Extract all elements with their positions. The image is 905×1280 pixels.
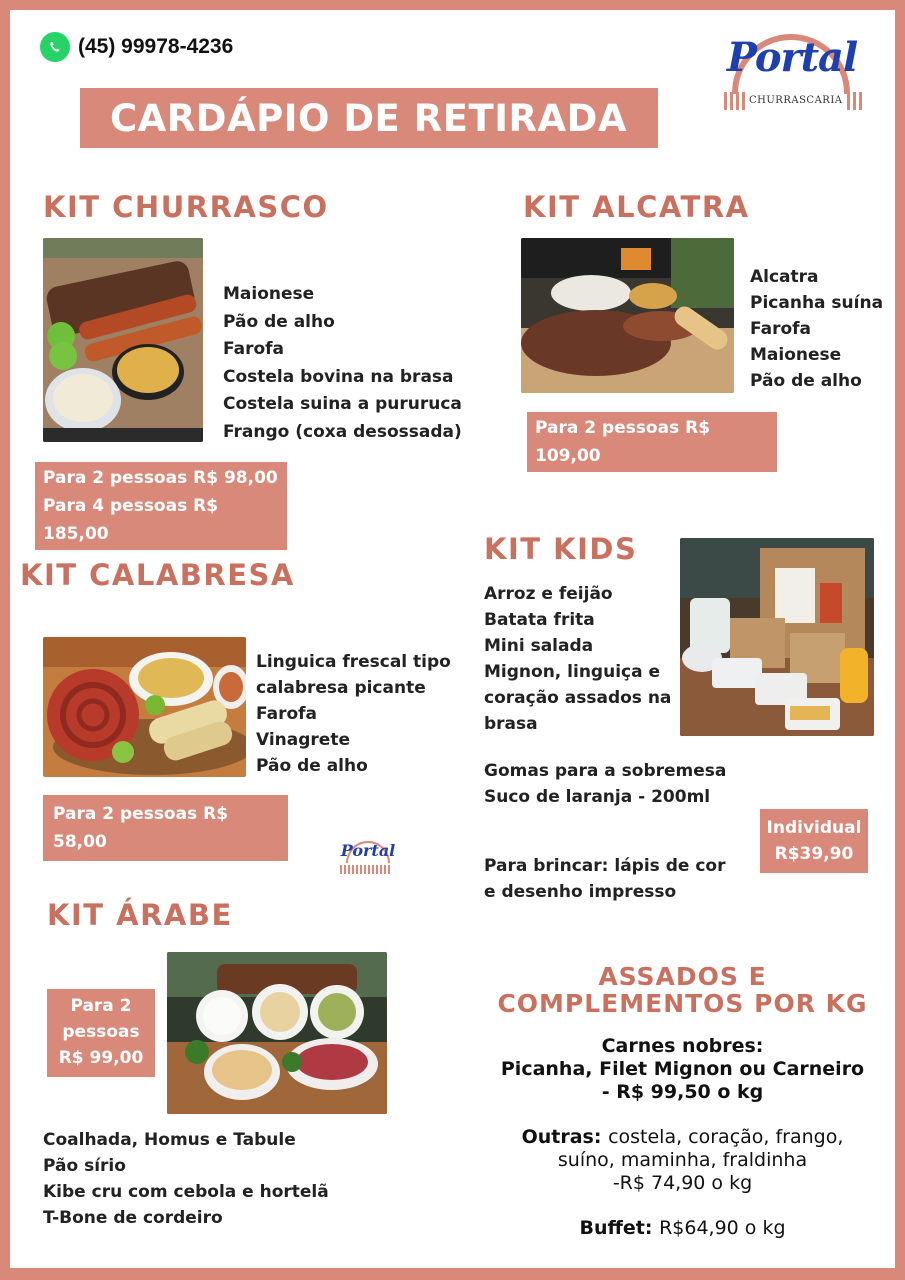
kit-alcatra-photo: [521, 238, 734, 393]
small-logo-name: Portal: [340, 841, 396, 860]
list-item: Maionese: [750, 345, 842, 365]
list-item: Mini salada: [484, 636, 594, 656]
list-item: Picanha suína: [750, 293, 884, 313]
small-portal-logo: [338, 841, 398, 877]
assados-title: [490, 963, 875, 1017]
list-item: Pão sírio: [43, 1156, 126, 1176]
list-item: Para brincar: lápis de cor: [484, 856, 726, 876]
list-item: brasa: [484, 714, 538, 734]
outras-price: -R$ 74,90 o kg: [612, 1172, 753, 1194]
list-item: Pão de alho: [256, 756, 368, 776]
assados-outras: [480, 1126, 885, 1195]
list-item: Vinagrete: [256, 730, 350, 750]
price-line: Para 2 pessoas R$ 58,00: [53, 804, 229, 852]
outras-label: Outras:: [521, 1126, 602, 1148]
kit-calabresa-photo: [43, 637, 246, 777]
kit-churrasco-items: [223, 281, 462, 446]
price-line: pessoas: [62, 1022, 140, 1042]
assados-title-line: COMPLEMENTOS POR KG: [497, 989, 868, 1018]
menu-page: [10, 10, 895, 1268]
kit-alcatra-items: [750, 264, 883, 394]
assados-buffet: [480, 1217, 885, 1240]
list-item: Coalhada, Homus e Tabule: [43, 1130, 296, 1150]
kit-alcatra-title: KIT ALCATRA: [523, 190, 750, 224]
list-item: e desenho impresso: [484, 882, 677, 902]
kit-calabresa-items: [256, 649, 451, 779]
kit-churrasco-price-box: [35, 462, 287, 550]
list-item: Costela suina a pururuca: [223, 394, 462, 414]
list-item: Farofa: [750, 319, 812, 339]
kit-churrasco-title: KIT CHURRASCO: [43, 190, 329, 224]
list-item: Mignon, linguiça e: [484, 662, 661, 682]
price-line: Para 2: [70, 996, 132, 1016]
price-line: R$39,90: [774, 844, 854, 864]
assados-nobres: [480, 1035, 885, 1104]
buffet-price: R$64,90 o kg: [659, 1217, 786, 1239]
phone-number: (45) 99978-4236: [78, 35, 234, 58]
kit-alcatra-price-box: [527, 412, 777, 472]
nobres-label: Carnes nobres:: [601, 1035, 764, 1057]
logo-columns-left: [724, 92, 745, 110]
list-item: calabresa picante: [256, 678, 426, 698]
kit-kids-play: [484, 853, 725, 905]
kit-kids-title: KIT KIDS: [484, 532, 638, 566]
page-title: CARDÁPIO DE RETIRADA: [110, 96, 627, 140]
list-item: Farofa: [256, 704, 318, 724]
list-item: Linguica frescal tipo: [256, 652, 451, 672]
kit-calabresa-price-box: [43, 795, 288, 861]
price-line: Para 2 pessoas R$ 98,00: [43, 468, 278, 488]
kit-kids-extras: [484, 758, 726, 810]
list-item: Alcatra: [750, 267, 819, 287]
kit-kids-price-box: [760, 809, 868, 873]
price-line: Para 2 pessoas R$ 109,00: [535, 418, 711, 466]
logo-name: Portal: [726, 34, 858, 81]
list-item: Farofa: [223, 339, 285, 359]
list-item: Gomas para a sobremesa: [484, 761, 727, 781]
assados-title-line: ASSADOS E: [598, 962, 767, 991]
list-item: Pão de alho: [223, 311, 335, 332]
list-item: coração assados na: [484, 688, 672, 708]
kit-churrasco-photo: [43, 238, 203, 442]
list-item: Suco de laranja - 200ml: [484, 787, 711, 807]
phone-contact[interactable]: [40, 32, 233, 62]
page-title-banner: [80, 88, 658, 148]
price-line: R$ 99,00: [58, 1048, 144, 1068]
kit-arabe-photo: [167, 952, 387, 1114]
list-item: Costela bovina na brasa: [223, 366, 454, 387]
kit-calabresa-title: KIT CALABRESA: [20, 558, 295, 592]
kit-kids-items: [484, 581, 671, 737]
price-line: Individual: [766, 818, 862, 838]
logo-columns-right: [847, 92, 862, 110]
list-item: T-Bone de cordeiro: [43, 1208, 223, 1228]
list-item: Frango (coxa desossada): [223, 421, 462, 442]
logo-subtitle: CHURRASCARIA: [749, 94, 843, 106]
whatsapp-icon: [40, 32, 70, 62]
nobres-text: Picanha, Filet Mignon ou Carneiro: [500, 1058, 865, 1080]
outras-text-2: suíno, maminha, fraldinha: [557, 1149, 808, 1171]
nobres-price: - R$ 99,50 o kg: [601, 1081, 764, 1103]
kit-arabe-items: [43, 1127, 329, 1231]
list-item: Kibe cru com cebola e hortelã: [43, 1182, 329, 1202]
list-item: Pão de alho: [750, 371, 862, 391]
list-item: Batata frita: [484, 610, 595, 630]
outras-text-1: costela, coração, frango,: [608, 1126, 844, 1148]
kit-arabe-price-box: [47, 989, 155, 1077]
list-item: Arroz e feijão: [484, 584, 613, 604]
portal-logo: [722, 32, 862, 122]
list-item: Maionese: [223, 284, 315, 304]
kit-kids-photo: [680, 538, 874, 736]
kit-arabe-title: KIT ÁRABE: [47, 898, 233, 932]
buffet-label: Buffet:: [579, 1217, 653, 1239]
price-line: Para 4 pessoas R$ 185,00: [43, 496, 219, 544]
